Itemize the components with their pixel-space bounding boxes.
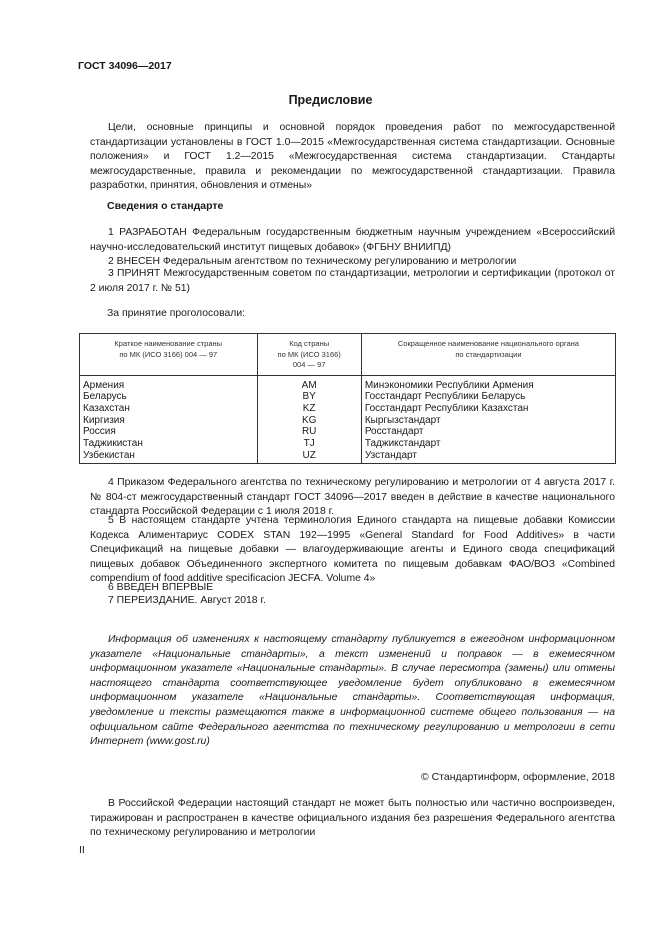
item-1: [90, 226, 615, 255]
table-row: [80, 450, 616, 464]
legal-paragraph: [90, 797, 615, 841]
table-row: [80, 403, 616, 415]
header-code-line1: Код страны: [289, 339, 330, 348]
header-code-line3: 004 — 97: [292, 360, 326, 369]
cell-body: Кыргызстандарт: [361, 415, 615, 427]
item-4-text: 4 Приказом Федерального агентства по техническому регулированию и метрологии от 4 августа 2017 г. № 804-ст межгосударственный стандарт ГОСТ 34096—2017 введен в действие в качестве национального стандарта Российской Федерации с 1 июля 2018 г.: [90, 477, 615, 517]
header-body-line2: по стандартизации: [455, 349, 522, 359]
page-title: Предисловие: [288, 93, 373, 107]
table-row: [80, 375, 616, 391]
header-country-line1: Краткое наименование страны: [114, 339, 223, 348]
item-6-text: 6 ВВЕДЕН ВПЕРВЫЕ: [108, 582, 214, 593]
voted-label: За принятие проголосовали:: [107, 308, 246, 319]
table-row: [80, 438, 616, 450]
header-country: [80, 334, 258, 376]
item-1-text: 1 РАЗРАБОТАН Федеральным государственным бюджетным научным учреждением «Всероссийский научно-исследовательский институт пищевых добавок» (ФГБНУ ВНИИПД): [90, 227, 615, 253]
item-4: [90, 476, 615, 520]
item-5: [90, 514, 615, 587]
table-row: [80, 415, 616, 427]
cell-country: Узбекистан: [80, 450, 258, 464]
cell-code: TJ: [257, 438, 361, 450]
cell-code: BY: [257, 391, 361, 403]
intro-text: Цели, основные принципы и основной порядок проведения работ по межгосударственной стандартизации установлены в ГОСТ 1.0—2015 «Межгосударственная система стандартизации. Основные положения» и ГОСТ 1.2—2015 «Межгосударственная система стандартизации. Стандарты межгосударственные, правила и рекомендации по межгосударственной стандартизации. Правила разработки, принятия, обновления и отмены»: [90, 122, 615, 191]
page-number: II: [79, 844, 85, 856]
cell-code: AM: [257, 375, 361, 391]
votes-table: [79, 333, 616, 464]
cell-country: Киргизия: [80, 415, 258, 427]
notice-text: Информация об изменениях к настоящему стандарту публикуется в ежегодном информационном указателе «Национальные стандарты», а текст изменений и поправок — в ежемесячном информационном указателе «Национальные стандарты». В случае пересмотра (замены) или отмены настоящего стандарта соответствующее уведомление будет опубликовано в ежемесячном информационном указателе «Национальные стандарты». Соответствующая информация, уведомление и тексты размещаются также в информационной системе общего пользования — на официальном сайте Федерального агентства по техническому регулированию и метрологии в сети Интернет (www.gost.ru): [90, 634, 615, 748]
document-code: ГОСТ 34096—2017: [78, 60, 172, 72]
intro-paragraph: [90, 121, 615, 194]
cell-body: Росстандарт: [361, 426, 615, 438]
header-country-line2: по МК (ИСО 3166) 004 — 97: [119, 349, 218, 359]
item-3: [90, 267, 615, 296]
cell-country: Армения: [80, 375, 258, 391]
item-2-text: 2 ВНЕСЕН Федеральным агентством по техническому регулированию и метрологии: [108, 256, 517, 267]
cell-body: Госстандарт Республики Беларусь: [361, 391, 615, 403]
legal-text: В Российской Федерации настоящий стандарт не может быть полностью или частично воспроизведен, тиражирован и распространен в качестве официального издания без разрешения Федерального агентства по техническому регулированию и метрологии: [90, 798, 615, 838]
cell-country: Россия: [80, 426, 258, 438]
cell-body: Таджикстандарт: [361, 438, 615, 450]
notice-paragraph: [90, 633, 615, 750]
header-body: [361, 334, 615, 376]
item-7: [90, 594, 615, 609]
cell-country: Таджикистан: [80, 438, 258, 450]
cell-code: KG: [257, 415, 361, 427]
cell-body: Узстандарт: [361, 450, 615, 464]
cell-body: Госстандарт Республики Казахстан: [361, 403, 615, 415]
table-row: [80, 426, 616, 438]
cell-country: Казахстан: [80, 403, 258, 415]
cell-body: Минэкономики Республики Армения: [361, 375, 615, 391]
cell-code: UZ: [257, 450, 361, 464]
header-code: [257, 334, 361, 376]
copyright-line: © Стандартинформ, оформление, 2018: [420, 771, 615, 783]
item-3-text: 3 ПРИНЯТ Межгосударственным советом по стандартизации, метрологии и сертификации (протокол от 2 июля 2017 г. № 51): [90, 268, 615, 294]
table-header-row: [80, 334, 616, 376]
header-code-line2: по МК (ИСО 3166): [277, 349, 341, 359]
cell-country: Беларусь: [80, 391, 258, 403]
item-5-text: 5 В настоящем стандарте учтена терминология Единого стандарта на пищевые добавки Комиссии Кодекса Алиментариус CODEX STAN 192—1995 «General Standard for Food Additives» в части Спецификаций на пищевые добавки — влагоудерживающие агенты и Единого свода спецификаций пищевых добавок Объединенного экспертного комитета по пищевым добавкам ФАО/ВОЗ «Combined compendium of food additive specificacion JECFA. Volume 4»: [90, 515, 615, 584]
item-7-text: 7 ПЕРЕИЗДАНИЕ. Август 2018 г.: [108, 595, 266, 606]
table-row: [80, 391, 616, 403]
info-heading: Сведения о стандарте: [107, 200, 224, 212]
header-body-line1: Сокращенное наименование национального органа: [397, 339, 579, 348]
cell-code: KZ: [257, 403, 361, 415]
cell-code: RU: [257, 426, 361, 438]
